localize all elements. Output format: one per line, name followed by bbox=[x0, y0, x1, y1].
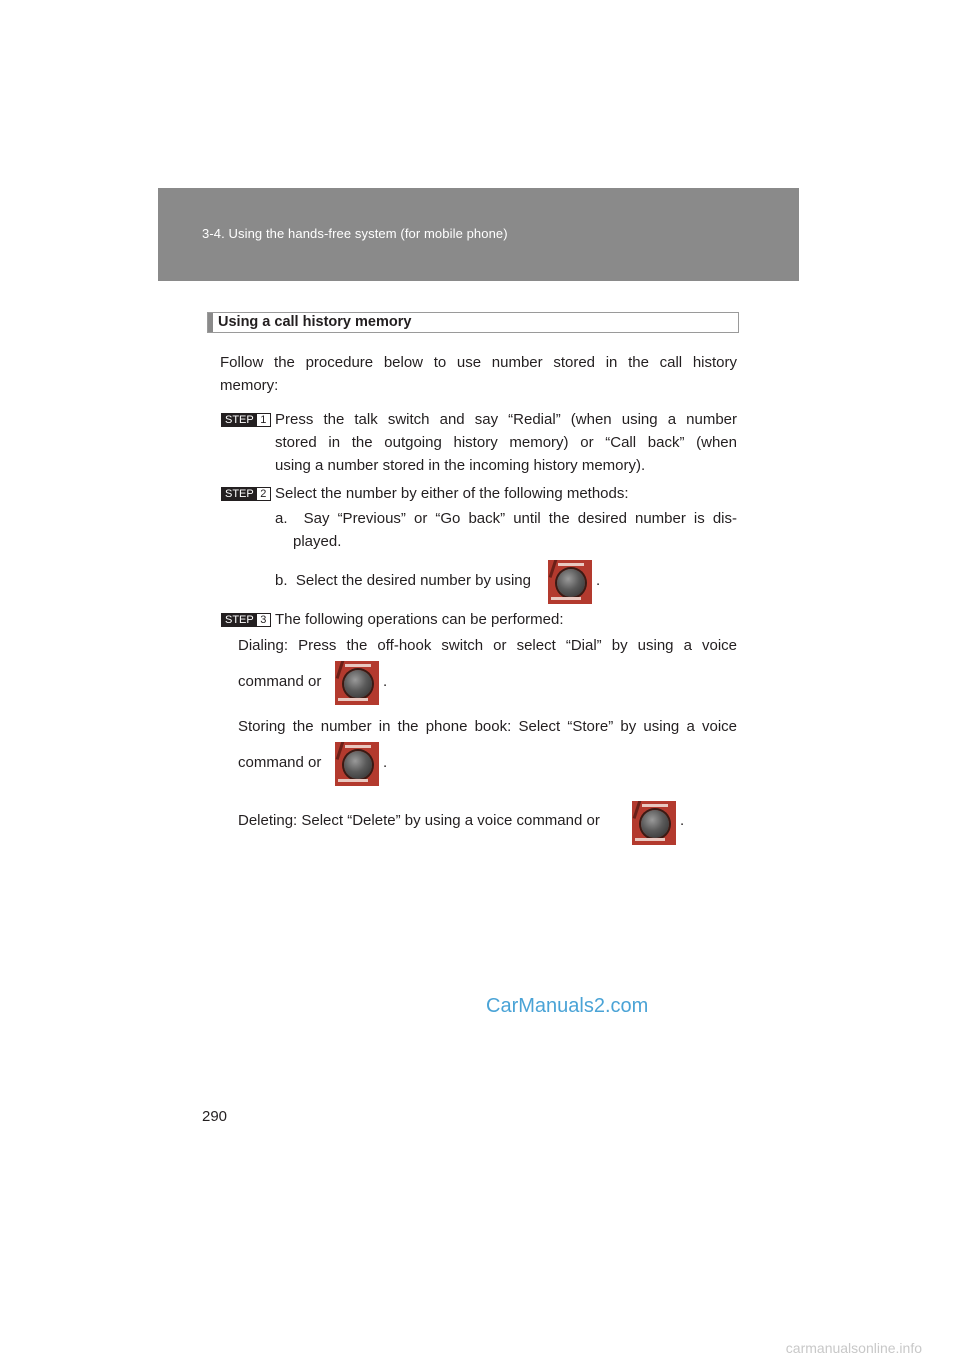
step-1-word: STEP bbox=[222, 414, 257, 426]
step-2-word: STEP bbox=[222, 488, 257, 500]
step-2-text: Select the number by either of the following methods: bbox=[275, 485, 629, 502]
page-number: 290 bbox=[202, 1108, 228, 1125]
dialing-period: . bbox=[383, 673, 388, 690]
step-3-number: 3 bbox=[260, 614, 267, 626]
tune-select-knob-icon bbox=[548, 560, 592, 604]
step-1-line-3: using a number stored in the incoming history memory). bbox=[275, 457, 646, 474]
dialing-line-1: Dialing: Press the off-hook switch or select “Dial” by using a voice bbox=[238, 637, 737, 654]
intro-line-2: memory: bbox=[220, 377, 279, 394]
footer-text: carmanualsonline.info bbox=[785, 1340, 922, 1356]
tune-select-knob-icon bbox=[335, 742, 379, 786]
deleting-line: Deleting: Select “Delete” by using a voice command or bbox=[238, 812, 600, 829]
step-3-badge bbox=[221, 613, 271, 627]
step-2-option-a-line-2: played. bbox=[293, 533, 342, 550]
chapter-header bbox=[158, 188, 799, 281]
step-2-number: 2 bbox=[260, 488, 267, 500]
chapter-header-text: 3-4. Using the hands-free system (for mobile phone) bbox=[202, 226, 508, 241]
section-title-box bbox=[207, 312, 739, 333]
section-title-bar bbox=[208, 313, 213, 332]
step-1-line-1: Press the talk switch and say “Redial” (when using a number bbox=[275, 411, 737, 428]
step-2-option-b: b. Select the desired number by using bbox=[275, 572, 531, 589]
step-1-number: 1 bbox=[260, 414, 267, 426]
footer-strip bbox=[0, 1340, 960, 1358]
intro-line-1: Follow the procedure below to use number stored in the call history bbox=[220, 354, 737, 371]
step-3-word: STEP bbox=[222, 614, 257, 626]
step-1-badge bbox=[221, 413, 271, 427]
dialing-line-2: command or bbox=[238, 673, 322, 690]
step-3-text: The following operations can be performed: bbox=[275, 611, 564, 628]
step-2-period: . bbox=[596, 572, 601, 589]
step-1-line-2: stored in the outgoing history memory) or “Call back” (when bbox=[275, 434, 737, 451]
watermark: CarManuals2.com bbox=[486, 995, 649, 1017]
storing-period: . bbox=[383, 754, 388, 771]
tune-select-knob-icon bbox=[632, 801, 676, 845]
step-2-badge bbox=[221, 487, 271, 501]
section-title: Using a call history memory bbox=[218, 314, 412, 330]
step-2-option-a-line-1: a. Say “Previous” or “Go back” until the desired number is dis- bbox=[275, 510, 737, 527]
deleting-period: . bbox=[680, 812, 685, 829]
storing-line-1: Storing the number in the phone book: Select “Store” by using a voice bbox=[238, 718, 737, 735]
storing-line-2: command or bbox=[238, 754, 322, 771]
tune-select-knob-icon bbox=[335, 661, 379, 705]
